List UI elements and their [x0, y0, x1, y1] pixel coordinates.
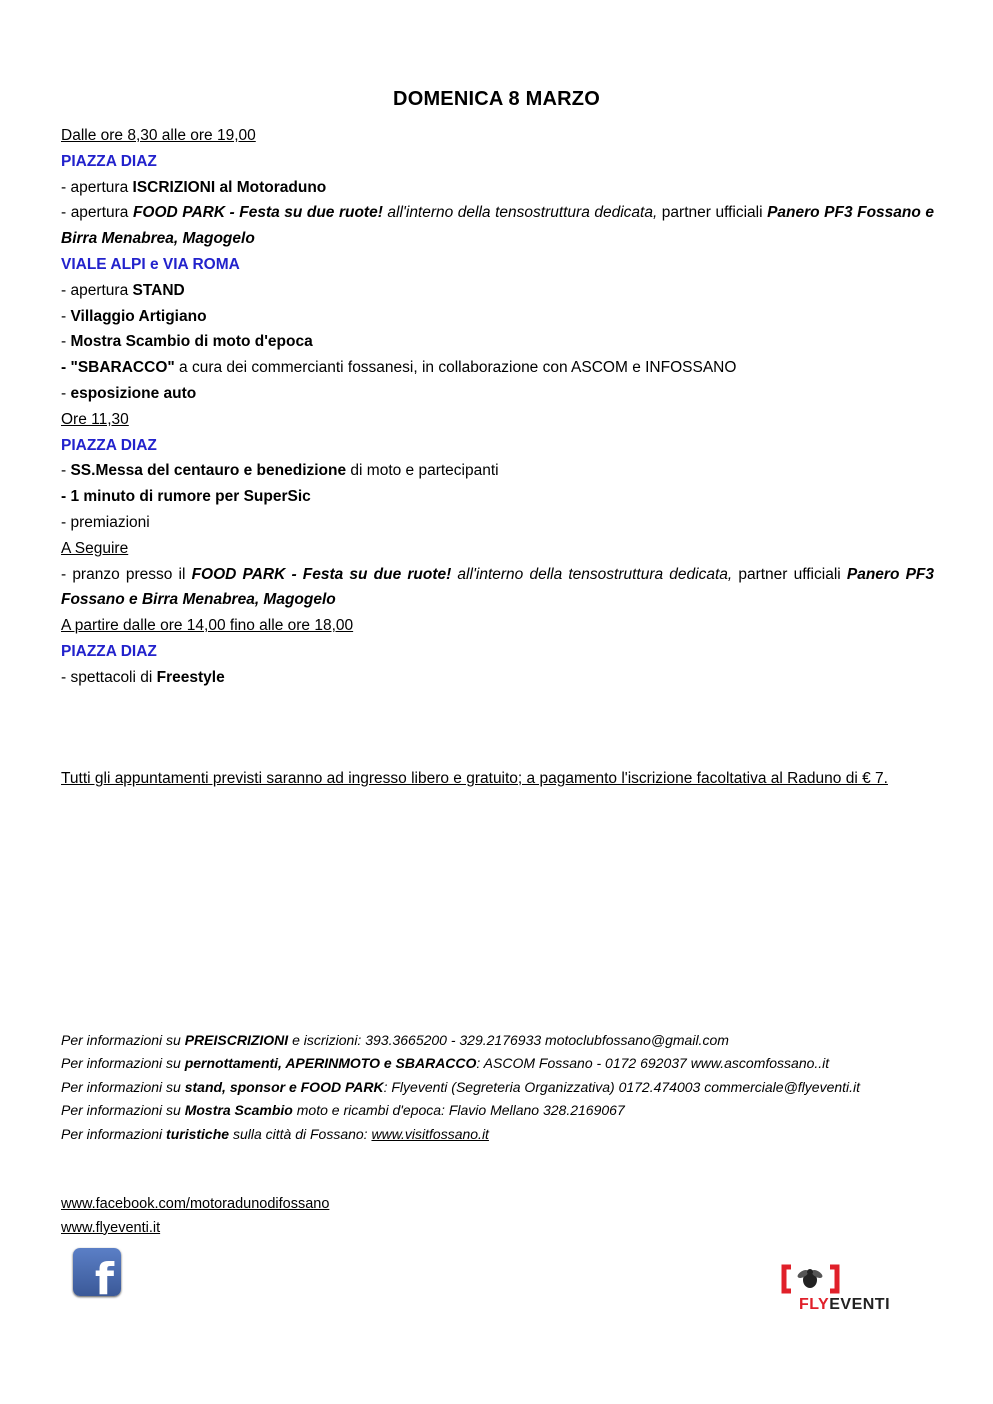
flyeventi-link[interactable]: www.flyeventi.it — [61, 1219, 161, 1236]
place-heading-1: PIAZZA DIAZ — [61, 152, 157, 170]
program-item: - apertura ISCRIZIONI al Motoraduno — [61, 178, 327, 196]
program-item: - SS.Messa del centauro e benedizione di moto e partecipanti — [61, 462, 499, 480]
program-item: - "SBARACCO" a cura dei commercianti fossanesi, in collaborazione con ASCOM e INFOSSANO — [61, 359, 737, 377]
entry-notice: Tutti gli appuntamenti previsti saranno ad ingresso libero e gratuito; a pagamento l'iscrizione facoltativa al Raduno di € 7. — [61, 770, 888, 787]
program-item: - esposizione auto — [61, 384, 197, 402]
program-item: - apertura STAND — [61, 281, 185, 299]
facebook-link[interactable]: www.facebook.com/motoradunodifossano — [61, 1196, 330, 1212]
flyeventi-logo-text: FLYEVENTI — [798, 1296, 891, 1313]
place-heading-3: PIAZZA DIAZ — [61, 436, 157, 454]
program-item: - Mostra Scambio di moto d'epoca — [61, 333, 313, 351]
page-title: DOMENICA 8 MARZO — [393, 88, 600, 110]
info-line-pernottamenti: Per informazioni su pernottamenti, APERINMOTO e SBARACCO: ASCOM Fossano - 0172 692037 www.ascomfossano..it — [61, 1055, 830, 1072]
facebook-icon[interactable]: f — [73, 1248, 121, 1296]
info-line-stand: Per informazioni su stand, sponsor e FOOD PARK: Flyeventi (Segreteria Organizzativa) 0172.474003 commerciale@flyeventi.it — [61, 1078, 861, 1095]
program-item: - apertura FOOD PARK - Festa su due ruote! all'interno della tensostruttura dedicata, partner ufficiali Panero PF3 Fossano e Birra Menabrea, Magogelo — [61, 204, 934, 248]
program-body — [61, 123, 934, 691]
program-item: - premiazioni — [61, 513, 150, 531]
place-heading-4: PIAZZA DIAZ — [61, 642, 157, 660]
flyeventi-logo — [777, 1264, 912, 1316]
time-heading-4: A partire dalle ore 14,00 fino alle ore 18,00 — [61, 617, 354, 635]
time-heading-3: A Seguire — [61, 539, 129, 557]
program-item: - spettacoli di Freestyle — [61, 668, 225, 686]
visitfossano-link[interactable]: www.visitfossano.it — [371, 1125, 489, 1142]
info-contacts — [61, 1029, 941, 1146]
links — [61, 1193, 329, 1240]
flyeventi-logo-mark — [777, 1264, 912, 1294]
info-line-mostra: Per informazioni su Mostra Scambio moto e ricambi d'epoca: Flavio Mellano 328.2169067 — [61, 1102, 625, 1119]
time-heading-2: Ore 11,30 — [61, 410, 129, 428]
place-heading-2: VIALE ALPI e VIA ROMA — [61, 255, 240, 273]
info-line-preiscrizioni: Per informazioni su PREISCRIZIONI e iscrizioni: 393.3665200 - 329.2176933 motoclubfossano@gmail.com — [61, 1032, 729, 1048]
program-item: - pranzo presso il FOOD PARK - Festa su due ruote! all'interno della tensostruttura dedicata, partner ufficiali Panero PF3 Fossano e Birra Menabrea, Magogelo — [61, 565, 935, 609]
time-heading-1: Dalle ore 8,30 alle ore 19,00 — [61, 127, 256, 144]
info-line-turistiche: Per informazioni turistiche sulla città di Fossano: www.visitfossano.it — [61, 1125, 489, 1142]
program-item: - Villaggio Artigiano — [61, 307, 207, 325]
program-item: - 1 minuto di rumore per SuperSic — [61, 488, 311, 506]
